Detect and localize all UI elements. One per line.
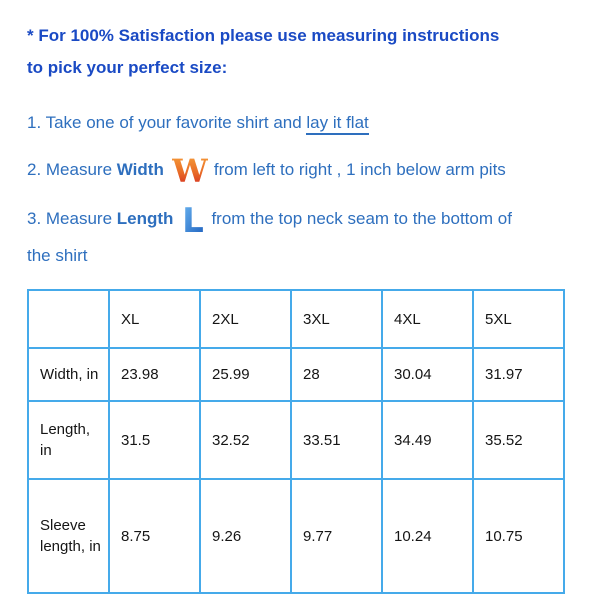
size-col-header-3xl: 3XL	[291, 290, 382, 348]
step-1-lay-flat	[27, 111, 582, 135]
width-value-4xl: 30.04	[382, 348, 473, 401]
size-col-header-5xl: 5XL	[473, 290, 564, 348]
step-3-text-before: 3. Measure	[27, 209, 113, 228]
sleeve-row-label: Sleeve length, in	[28, 479, 109, 593]
length-value-4xl: 34.49	[382, 401, 473, 479]
length-row	[28, 401, 564, 479]
step-3-measure-length	[27, 198, 582, 268]
length-value-3xl: 33.51	[291, 401, 382, 479]
step-2-text-after: from left to right , 1 inch below arm pits	[213, 160, 506, 179]
width-value-3xl: 28	[291, 348, 382, 401]
length-row-label: Length, in	[28, 401, 109, 479]
step-1-text: 1. Take one of your favorite shirt and	[27, 113, 307, 132]
length-value-5xl: 35.52	[473, 401, 564, 479]
length-value-2xl: 32.52	[200, 401, 291, 479]
width-w-icon	[172, 151, 208, 189]
size-chart-header-row	[28, 290, 564, 348]
sleeve-length-row	[28, 479, 564, 593]
step-2-text-before: 2. Measure	[27, 160, 113, 179]
intro-heading	[27, 20, 582, 84]
step-3-line-1	[27, 198, 582, 240]
size-chart-table	[27, 289, 565, 594]
sleeve-value-xl: 8.75	[109, 479, 200, 593]
lay-it-flat-underlined-text: lay it flat	[306, 113, 368, 135]
length-l-icon	[181, 200, 205, 238]
sleeve-value-3xl: 9.77	[291, 479, 382, 593]
step-3-line-2: the shirt	[27, 246, 88, 265]
width-value-xl: 23.98	[109, 348, 200, 401]
sleeve-value-4xl: 10.24	[382, 479, 473, 593]
sleeve-value-5xl: 10.75	[473, 479, 564, 593]
intro-heading-line-1: * For 100% Satisfaction please use measuring instructions	[27, 26, 500, 45]
size-chart-corner-cell	[28, 290, 109, 348]
size-col-header-xl: XL	[109, 290, 200, 348]
width-w-glyph: W	[171, 152, 208, 189]
width-value-5xl: 31.97	[473, 348, 564, 401]
step-2-measure-width	[27, 148, 582, 192]
size-col-header-4xl: 4XL	[382, 290, 473, 348]
length-value-xl: 31.5	[109, 401, 200, 479]
width-row-label: Width, in	[28, 348, 109, 401]
step-3-text-after: from the top neck seam to the bottom of	[211, 209, 512, 228]
length-l-glyph: L	[182, 201, 205, 238]
width-row	[28, 348, 564, 401]
length-bold-word: Length	[116, 209, 174, 228]
width-bold-word: Width	[116, 160, 164, 179]
intro-heading-line-2: to pick your perfect size:	[27, 58, 228, 77]
size-col-header-2xl: 2XL	[200, 290, 291, 348]
width-value-2xl: 25.99	[200, 348, 291, 401]
sleeve-value-2xl: 9.26	[200, 479, 291, 593]
